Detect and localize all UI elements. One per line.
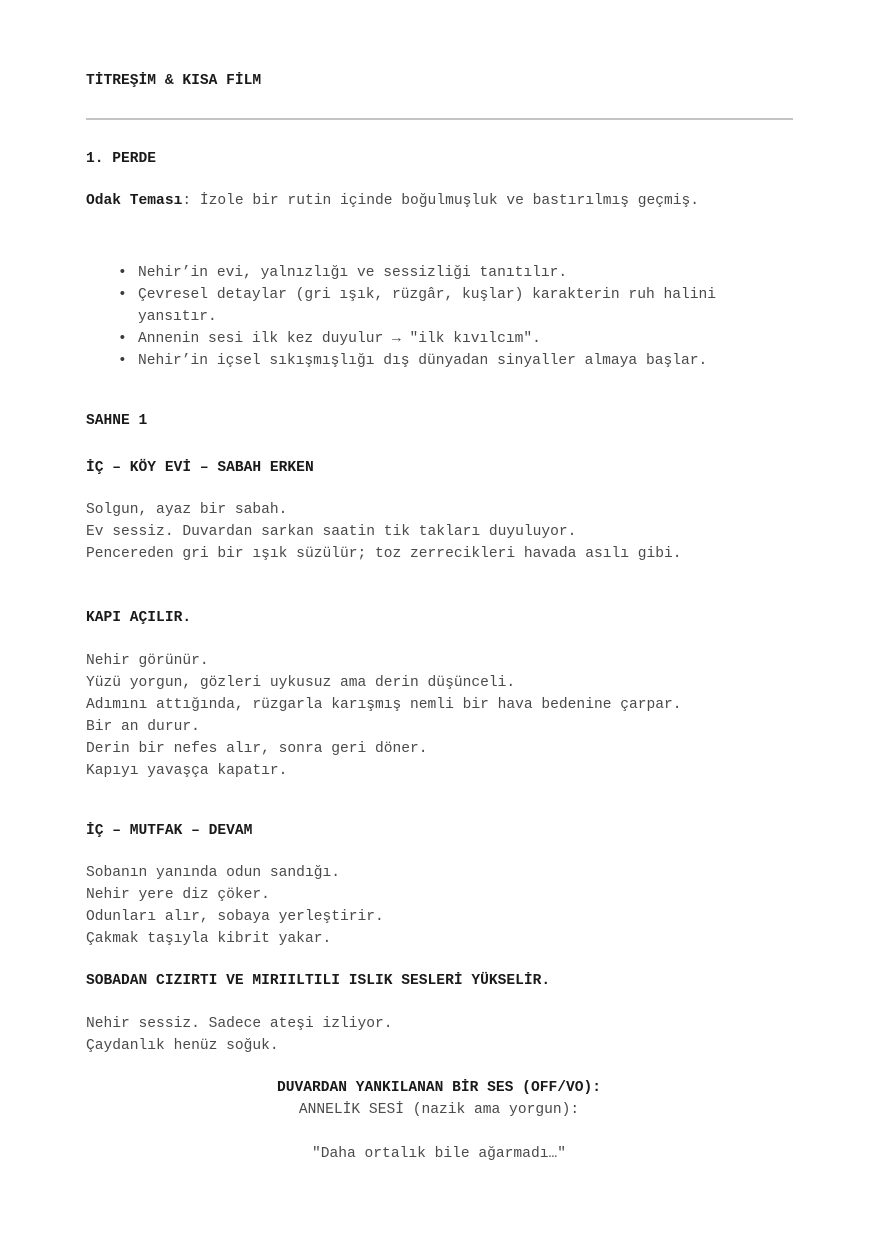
text-line: Çakmak taşıyla kibrit yakar. <box>86 931 332 947</box>
dialogue-character: ANNELİK SESİ (nazik ama yorgun): <box>298 1102 580 1118</box>
focus-theme <box>86 190 792 212</box>
action-paragraph-3 <box>86 862 792 950</box>
list-item: • Nehir’in evi, yalnızlığı ve sessizliği tanıtılır. <box>112 262 792 284</box>
document-title: TİTREŞİM & KISA FİLM <box>86 73 262 89</box>
text-line: Yüzü yorgun, gözleri uykusuz ama derin düşünceli. <box>86 675 516 691</box>
bullet-icon: • <box>118 353 127 369</box>
list-item: • Nehir’in içsel sıkışmışlığı dış dünyadan sinyaller almaya başlar. <box>112 350 792 372</box>
list-item: • Çevresel detaylar (gri ışık, rüzgâr, kuşlar) karakterin ruh halini yansıtır. <box>112 284 792 328</box>
action-paragraph-2 <box>86 650 792 782</box>
text-line: Çaydanlık henüz soğuk. <box>86 1038 279 1054</box>
text-line: Ev sessiz. Duvardan sarkan saatin tik takları duyuluyor. <box>86 524 577 540</box>
action-paragraph-4 <box>86 1013 792 1057</box>
text-line: Odunları alır, sobaya yerleştirir. <box>86 909 384 925</box>
action-heading-1: KAPI AÇILIR. <box>86 610 192 626</box>
focus-label: Odak Teması <box>86 193 183 209</box>
action-paragraph-1 <box>86 499 792 565</box>
list-item: • Annenin sesi ilk kez duyulur → "ilk kıvılcım". <box>112 328 792 350</box>
text-line: Kapıyı yavaşça kapatır. <box>86 763 288 779</box>
action-heading-2: SOBADAN CIZIRTI VE MIRIILTILI ISLIK SESLERİ YÜKSELİR. <box>86 973 551 989</box>
scene-label: SAHNE 1 <box>86 413 148 429</box>
bullet-list <box>112 262 792 372</box>
text-line: Nehir sessiz. Sadece ateşi izliyor. <box>86 1016 393 1032</box>
text-line: Nehir yere diz çöker. <box>86 887 270 903</box>
bullet-icon: • <box>118 331 127 347</box>
dialogue-line: "Daha ortalık bile ağarmadı…" <box>312 1146 566 1162</box>
scene-heading-2: İÇ – MUTFAK – DEVAM <box>86 823 253 839</box>
text-line: Solgun, ayaz bir sabah. <box>86 502 288 518</box>
scene-heading-1: İÇ – KÖY EVİ – SABAH ERKEN <box>86 460 314 476</box>
text-line: Bir an durur. <box>86 719 200 735</box>
bullet-icon: • <box>118 287 127 303</box>
horizontal-divider <box>86 118 793 120</box>
text-line: Derin bir nefes alır, sonra geri döner. <box>86 741 428 757</box>
focus-text: : İzole bir rutin içinde boğulmuşluk ve bastırılmış geçmiş. <box>182 193 700 209</box>
act-heading: 1. PERDE <box>86 151 157 167</box>
text-line: Sobanın yanında odun sandığı. <box>86 865 340 881</box>
dialogue-heading: DUVARDAN YANKILANAN BİR SES (OFF/VO): <box>276 1080 602 1096</box>
text-line: Adımını attığında, rüzgarla karışmış nemli bir hava bedenine çarpar. <box>86 697 682 713</box>
bullet-icon: • <box>118 265 127 281</box>
text-line: Pencereden gri bir ışık süzülür; toz zerrecikleri havada asılı gibi. <box>86 546 682 562</box>
text-line: Nehir görünür. <box>86 653 209 669</box>
